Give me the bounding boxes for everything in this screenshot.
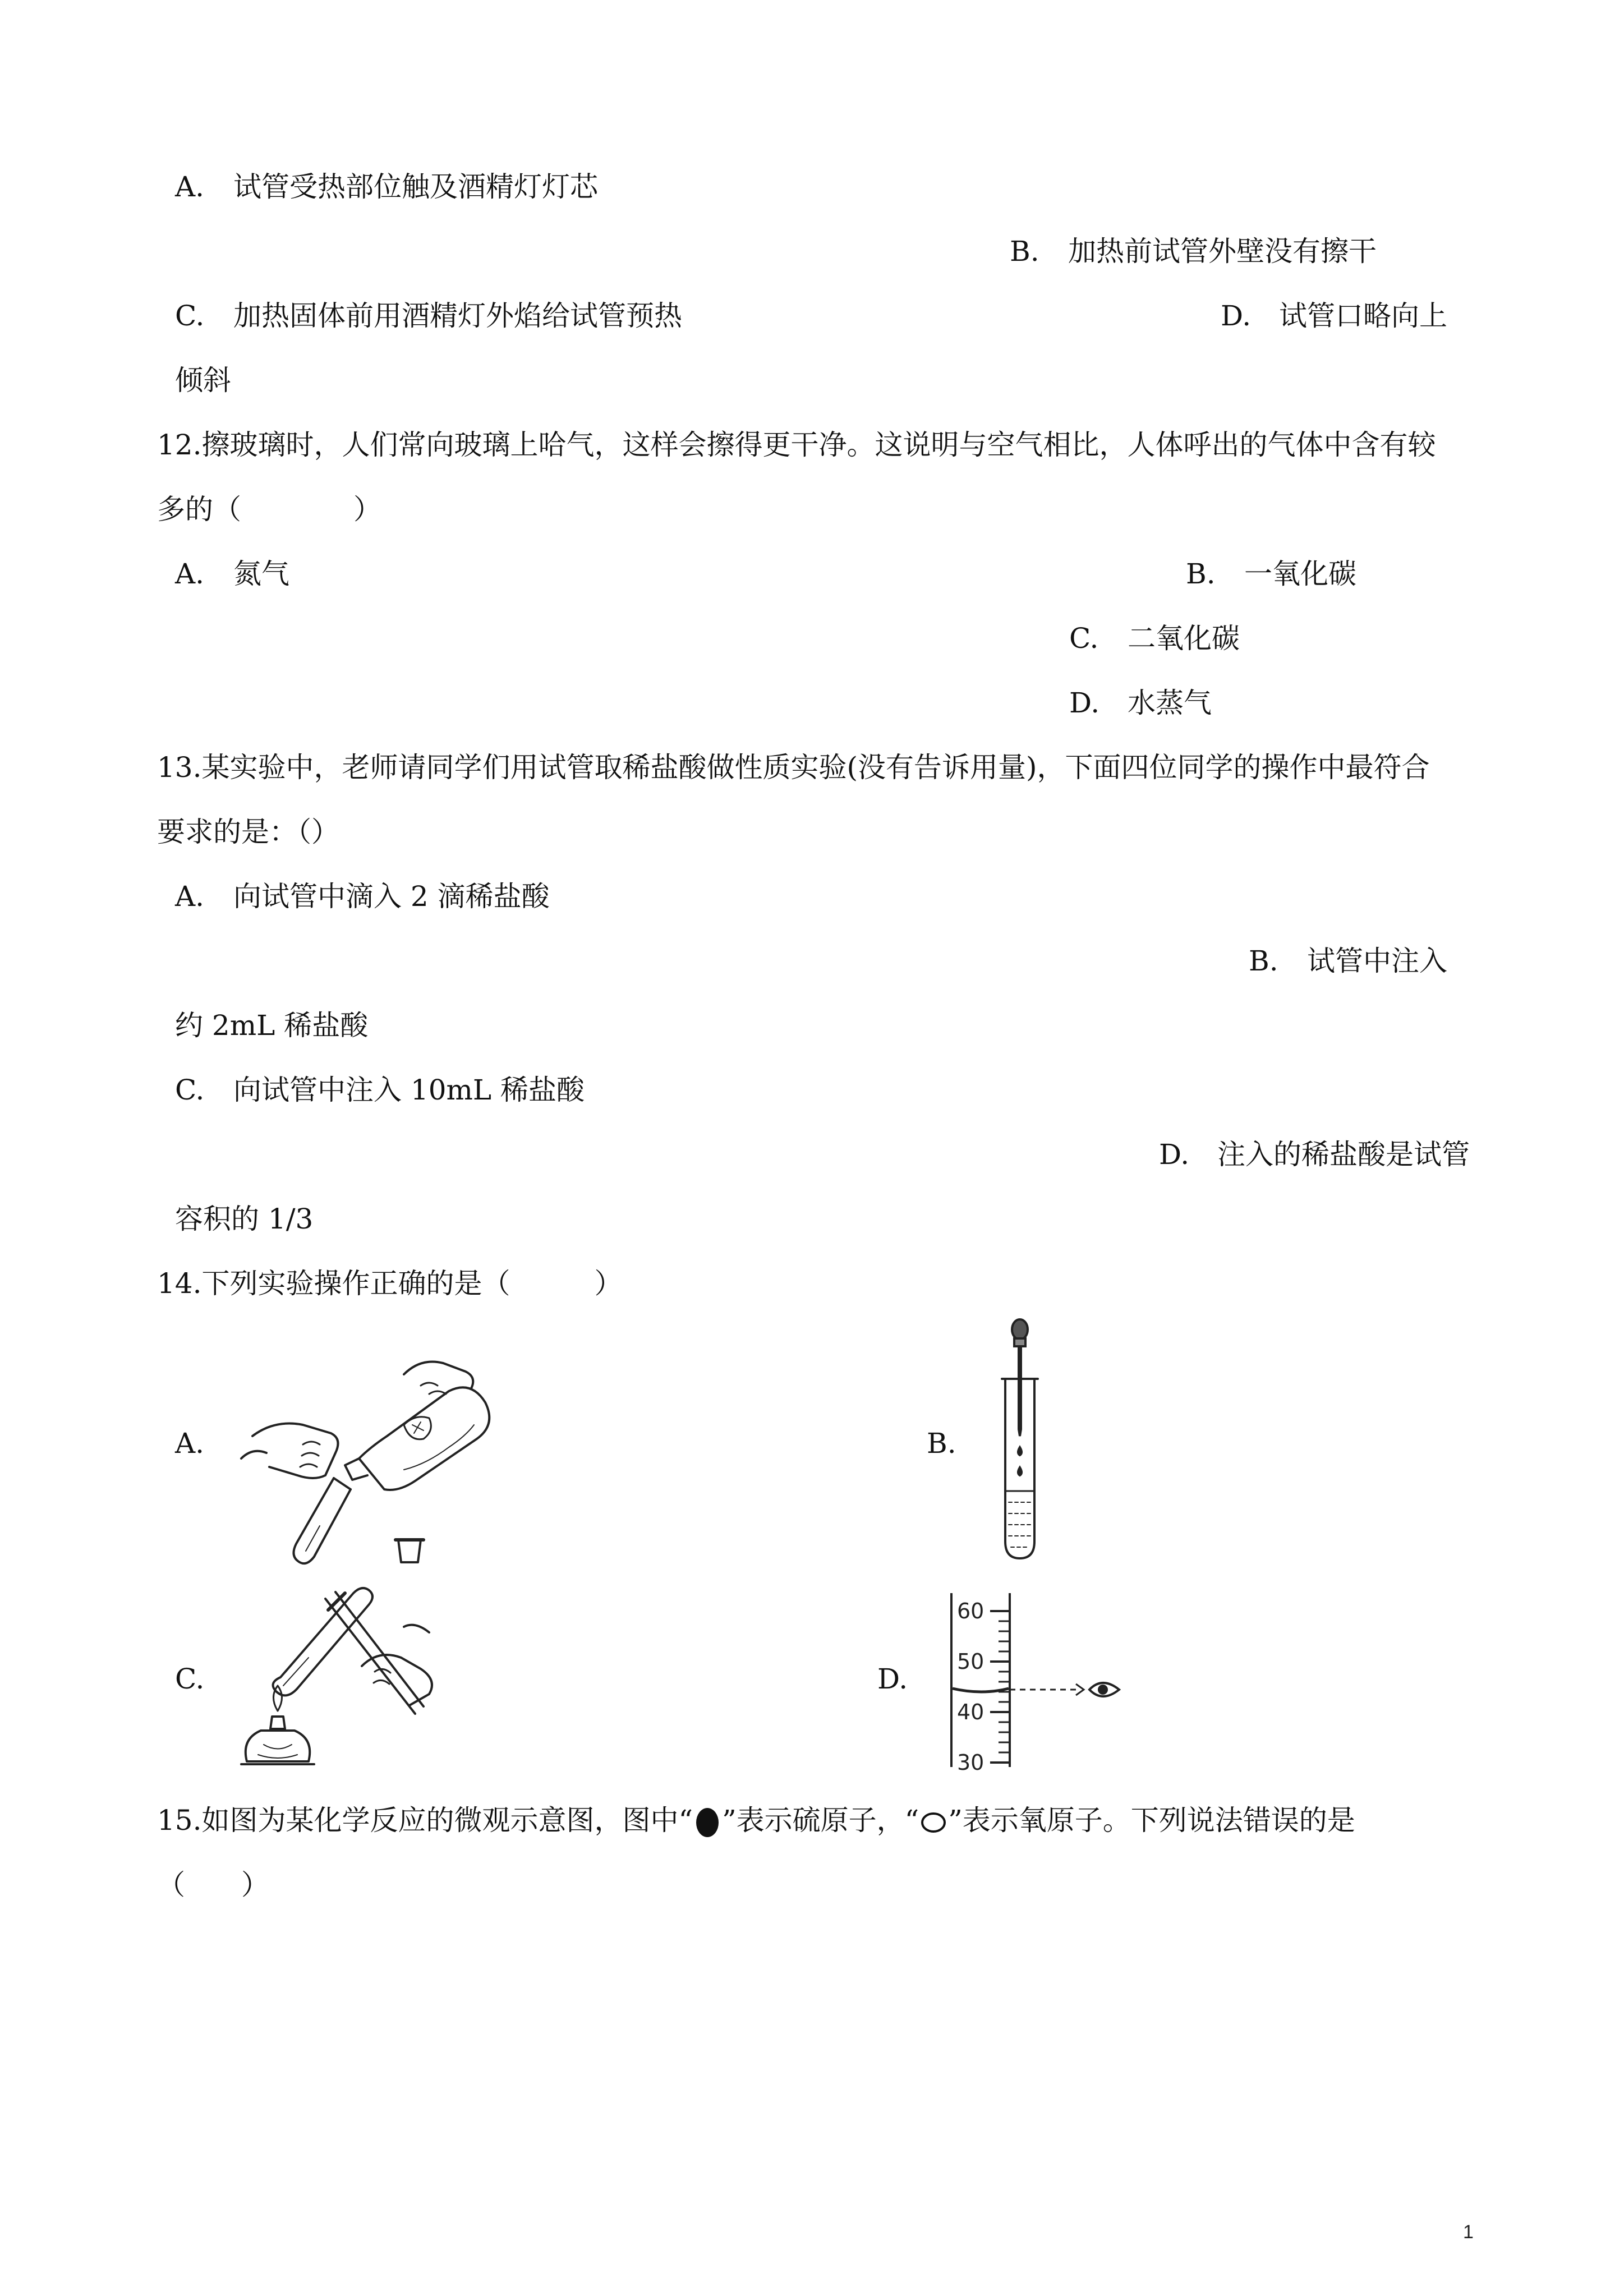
option-text: 一氧化碳 [1244, 558, 1356, 590]
option-text: 试管受热部位触及酒精灯灯芯 [233, 171, 598, 203]
option-letter: C. [1069, 622, 1099, 655]
q11-option-c [175, 299, 682, 333]
option-text: 试管口略向上 [1279, 300, 1447, 332]
figure-heating-test-tube [224, 1576, 471, 1778]
q11-option-a [175, 170, 598, 204]
q14-label-c: C. [175, 1663, 205, 1695]
option-text: 加热前试管外壁没有擦干 [1068, 235, 1377, 268]
q12-option-d [1069, 686, 1212, 720]
option-letter: D. [1159, 1138, 1190, 1171]
q13-option-d-continuation: 容积的 1/3 [175, 1203, 314, 1235]
option-letter: C. [175, 1074, 205, 1106]
option-text: 注入的稀盐酸是试管 [1217, 1138, 1470, 1171]
q13-option-a [175, 880, 550, 913]
q11-option-d [1221, 299, 1447, 333]
q12-stem: 12.擦玻璃时，人们常向玻璃上哈气，这样会擦得更干净。这说明与空气相比，人体呼出的气体中含有较 [157, 429, 1436, 461]
q14-label-a: A. [175, 1427, 205, 1460]
q13-stem: 13.某实验中，老师请同学们用试管取稀盐酸做性质实验(没有告诉用量)，下面四位同学的操作中最符合 [157, 751, 1430, 784]
cylinder-tick-label: 40 [957, 1700, 984, 1724]
q15-stem [157, 1803, 1355, 1839]
sulfur-atom-icon [693, 1806, 722, 1839]
option-text: 加热固体前用酒精灯外焰给试管预热 [233, 300, 682, 332]
option-text: 向试管中滴入 2 滴稀盐酸 [233, 880, 550, 913]
option-letter: B. [1249, 945, 1278, 977]
cylinder-tick-label: 60 [957, 1599, 984, 1623]
option-text: 向试管中注入 10mL 稀盐酸 [233, 1074, 585, 1106]
q15-stem-line2: （ ） [157, 1869, 269, 1901]
q13-option-c [175, 1073, 585, 1107]
q15-stem-part1: 15.如图为某化学反应的微观示意图，图中“ [157, 1804, 693, 1837]
q15-stem-part3: ”表示氧原子。下列说法错误的是 [948, 1804, 1355, 1837]
option-letter: B. [1010, 235, 1039, 268]
oxygen-atom-icon [919, 1806, 948, 1839]
q13-option-b-continuation: 约 2mL 稀盐酸 [175, 1009, 369, 1042]
option-text: 试管中注入 [1307, 945, 1447, 977]
q13-option-b [1249, 944, 1447, 978]
option-letter: B. [1186, 558, 1216, 590]
q14-label-b: B. [927, 1427, 956, 1460]
q13-option-d [1159, 1138, 1470, 1171]
figure-pouring-liquid [236, 1341, 505, 1565]
page-number: 1 [1463, 2221, 1474, 2243]
q11-option-d-continuation: 倾斜 [175, 364, 231, 397]
q12-option-b [1186, 557, 1356, 591]
cylinder-tick-label: 50 [957, 1649, 984, 1674]
q12-option-a [175, 557, 289, 591]
option-letter: A. [175, 880, 205, 913]
option-text: 氮气 [233, 558, 289, 590]
q12-option-c [1069, 622, 1240, 655]
option-letter: A. [175, 171, 205, 203]
q15-stem-part2: ”表示硫原子，“ [722, 1804, 919, 1837]
option-letter: A. [175, 558, 205, 590]
figure-measuring-cylinder [931, 1593, 1133, 1773]
q13-stem-line2: 要求的是：（） [157, 816, 339, 848]
option-letter: C. [175, 300, 205, 332]
q14-label-d: D. [877, 1663, 908, 1695]
q12-stem-line2: 多的（ ） [157, 493, 381, 526]
option-text: 二氧化碳 [1128, 622, 1240, 655]
q11-option-b [1010, 234, 1377, 268]
option-letter: D. [1069, 687, 1100, 719]
option-text: 水蒸气 [1128, 687, 1212, 719]
eye-icon [1089, 1683, 1119, 1696]
cylinder-tick-label: 30 [957, 1750, 984, 1775]
option-letter: D. [1221, 300, 1252, 332]
q14-stem: 14.下列实验操作正确的是（ ） [157, 1267, 623, 1300]
figure-dropper-test-tube [994, 1317, 1061, 1564]
